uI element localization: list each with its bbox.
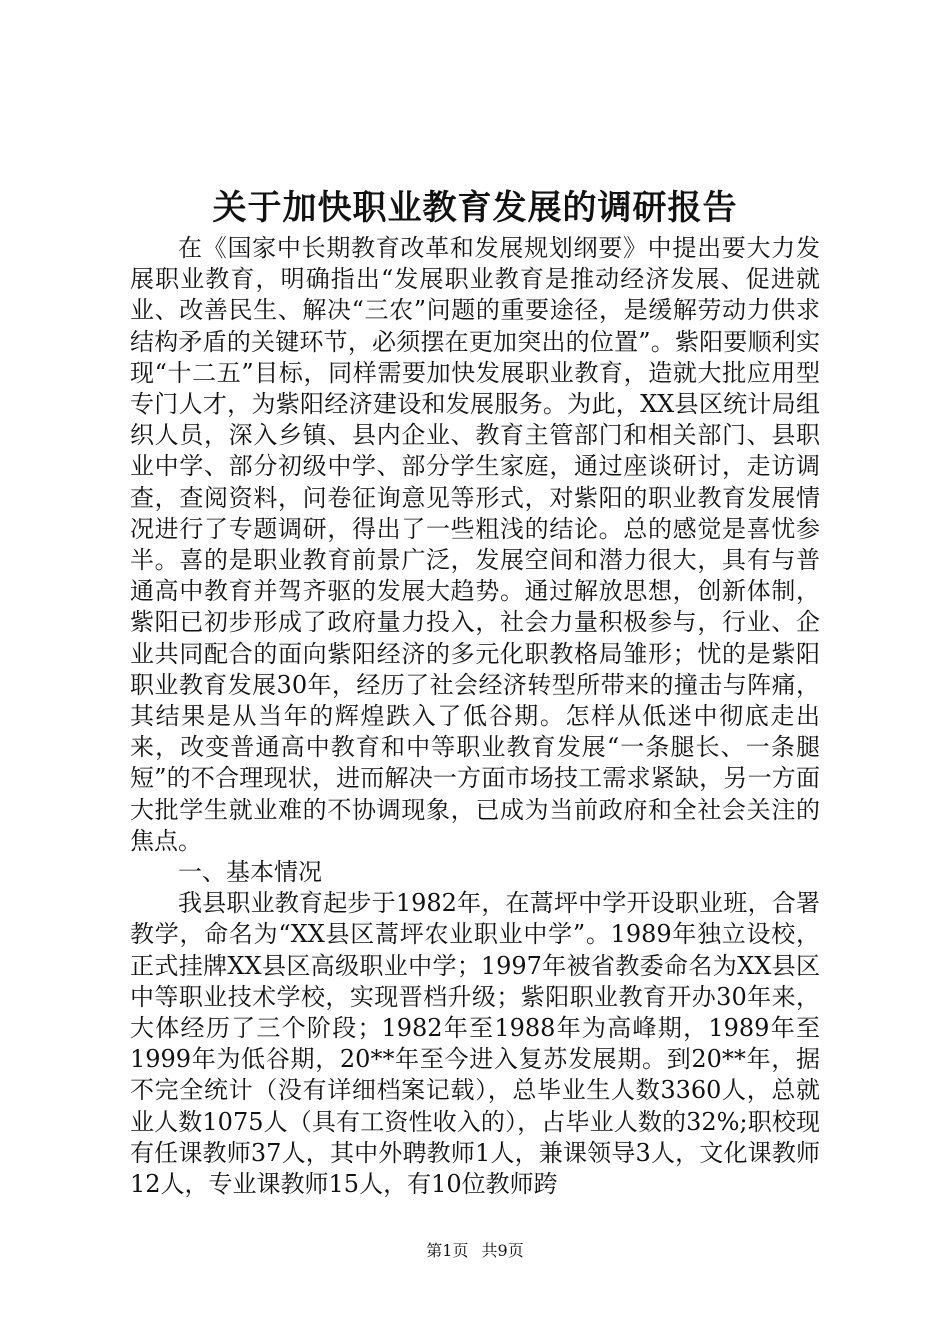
section-heading-basic-situation: 一、基本情况: [178, 858, 322, 887]
document-body: [130, 233, 820, 1200]
paragraph-basic-situation: 我县职业教育起步于1982年，在蒿坪中学开设职业班，合署教学，命名为“XX县区蒿坪农业职业中学”。1989年独立设校，正式挂牌XX县区高级职业中学；1997年被省教委命名为XX县区中等职业技术学校，实现晋档升级；紫阳职业教育开办30年来，大体经历了三个阶段；1982年至1988年为高峰期，1989年至1999年为低谷期，20**年至今进入复苏发展期。到20**年，据不完全统计（没有详细档案记载），总毕业生人数3360人，总就业人数1075人（具有工资性收入的），占毕业人数的32%;职校现有任课教师37人，其中外聘教师1人，兼课领导3人，文化课教师12人，专业课教师15人，有10位教师跨: [130, 889, 820, 1199]
paragraph-intro: 在《国家中长期教育改革和发展规划纲要》中提出要大力发展职业教育，明确指出“发展职业教育是推动经济发展、促进就业、改善民生、解决“三农”问题的重要途径，是缓解劳动力供求结构矛盾的关键环节，必须摆在更加突出的位置”。紫阳要顺利实现“十二五”目标，同样需要加快发展职业教育，造就大批应用型专门人才，为紫阳经济建设和发展服务。为此，XX县区统计局组织人员，深入乡镇、县内企业、教育主管部门和相关部门、县职业中学、部分初级中学、部分学生家庭，通过座谈研讨，走访调查，查阅资料，问卷征询意见等形式，对紫阳的职业教育发展情况进行了专题调研，得出了一些粗浅的结论。总的感觉是喜忧参半。喜的是职业教育前景广泛，发展空间和潜力很大，具有与普通高中教育并驾齐驱的发展大趋势。通过解放思想，创新体制，紫阳已初步形成了政府量力投入，社会力量积极参与，行业、企业共同配合的面向紫阳经济的多元化职教格局雏形；忧的是紫阳职业教育发展30年，经历了社会经济转型所带来的撞击与阵痛，其结果是从当年的辉煌跌入了低谷期。怎样从低迷中彻底走出来，改变普通高中教育和中等职业教育发展“一条腿长、一条腿短”的不合理现状，进而解决一方面市场技工需求紧缺，另一方面大批学生就业难的不协调现象，已成为当前政府和全社会关注的焦点。: [130, 234, 820, 855]
page-number: 第1页: [426, 1241, 469, 1260]
page-footer: [0, 1240, 950, 1262]
document-title: 关于加快职业教育发展的调研报告: [212, 188, 738, 228]
page-total: 共9页: [481, 1241, 524, 1260]
